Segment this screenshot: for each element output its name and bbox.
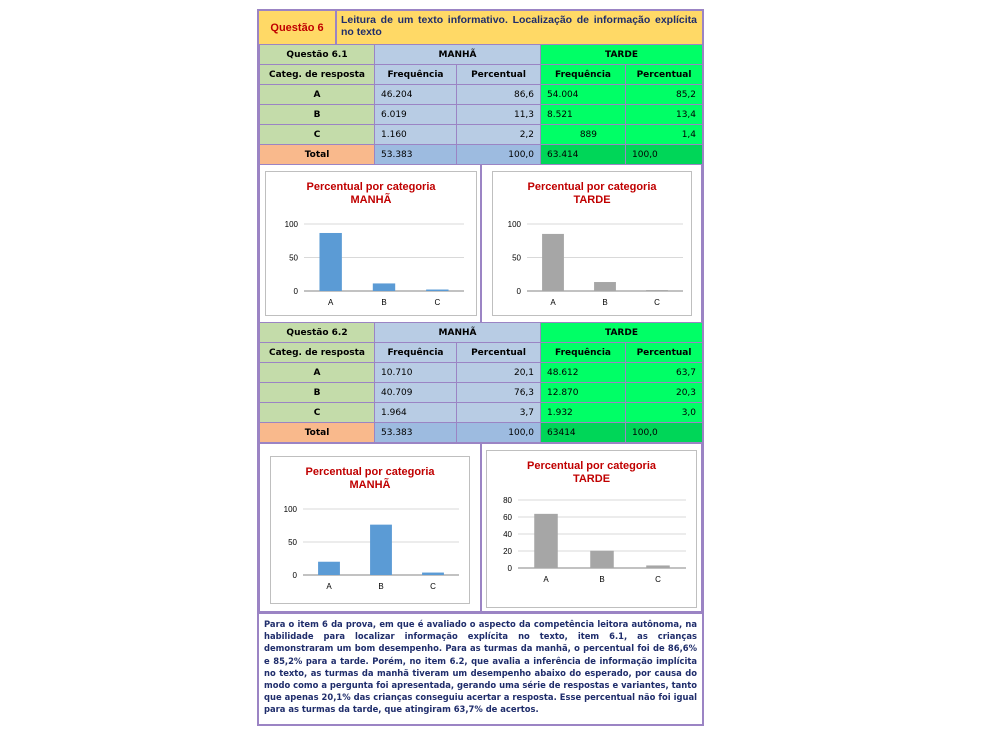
afternoon-frequency-cell: 1.932 xyxy=(541,403,626,423)
y-tick-label: 100 xyxy=(283,505,297,514)
category-cell: C xyxy=(260,125,375,145)
y-tick-label: 80 xyxy=(503,496,512,505)
chart-6-1-morning xyxy=(265,171,477,316)
afternoon-group-header: TARDE xyxy=(541,45,703,65)
bar-b xyxy=(373,283,395,291)
bar-a xyxy=(534,514,558,568)
chart-6-1-afternoon xyxy=(492,171,692,316)
afternoon-percent-cell: 3,0 xyxy=(626,403,703,423)
table-row xyxy=(260,125,703,145)
table-total-row xyxy=(260,423,703,443)
bar-chart-plot xyxy=(266,172,478,317)
chart-cell-6-1-morning xyxy=(259,164,481,323)
morning-total-frequency: 53.383 xyxy=(375,423,457,443)
table-row xyxy=(260,383,703,403)
y-tick-label: 20 xyxy=(503,547,512,556)
afternoon-percent-cell: 13,4 xyxy=(626,105,703,125)
bar-a xyxy=(318,562,340,575)
category-cell: B xyxy=(260,383,375,403)
morning-frequency-header: Frequência xyxy=(375,343,457,363)
table-group-header-row xyxy=(260,323,703,343)
table-column-header-row xyxy=(260,343,703,363)
table-question-label: Questão 6.2 xyxy=(260,323,375,343)
bar-b xyxy=(370,525,392,575)
total-label: Total xyxy=(260,145,375,165)
chart-6-2-afternoon xyxy=(486,450,697,608)
y-tick-label: 0 xyxy=(293,287,298,296)
table-question-6-1 xyxy=(259,44,703,165)
chart-title-line-2: MANHÃ xyxy=(350,194,392,206)
table-total-row xyxy=(260,145,703,165)
total-label: Total xyxy=(260,423,375,443)
morning-percent-cell: 3,7 xyxy=(457,403,541,423)
bar-chart-plot xyxy=(487,451,698,609)
x-tick-label: B xyxy=(602,298,608,307)
x-tick-label: C xyxy=(654,298,660,307)
category-cell: B xyxy=(260,105,375,125)
category-cell: A xyxy=(260,85,375,105)
chart-title-line-1: Percentual por categoria xyxy=(305,466,435,478)
morning-group-header: MANHÃ xyxy=(375,45,541,65)
morning-frequency-cell: 40.709 xyxy=(375,383,457,403)
bar-a xyxy=(319,233,341,291)
question-6-panel xyxy=(257,9,704,726)
morning-total-percent: 100,0 xyxy=(457,145,541,165)
x-tick-label: A xyxy=(327,298,334,307)
analysis-paragraph: Para o item 6 da prova, em que é avaliado o aspecto da competência leitora autônoma, na habilidade para localizar informação explícita no texto, item 6.1, as crianças demonstraram um bom desempenho. Para as turmas da manhã, o percentual foi de 86,6% e 85,2% para a tarde. Porém, no item 6.2, que avalia a inferência de informação implícita no texto, as turmas da manhã tiveram um desempenho abaixo do esperado, por causa do modo como a pergunta foi apresentada, gerando uma série de respostas e variantes, tanto que apenas 20,1% das crianças conseguiu acertar a resposta. Esse percentual não foi igual para as turmas da tarde, que atingiram 63,7% de acertos. xyxy=(259,612,702,724)
afternoon-percent-cell: 1,4 xyxy=(626,125,703,145)
category-cell: C xyxy=(260,403,375,423)
morning-frequency-cell: 46.204 xyxy=(375,85,457,105)
chart-title-line-2: TARDE xyxy=(573,194,611,206)
morning-total-frequency: 53.383 xyxy=(375,145,457,165)
chart-title-line-2: TARDE xyxy=(572,473,611,485)
morning-group-header: MANHÃ xyxy=(375,323,541,343)
chart-cell-6-1-afternoon xyxy=(481,164,702,323)
x-tick-label: A xyxy=(550,298,556,307)
table-column-header-row xyxy=(260,65,703,85)
afternoon-frequency-cell: 48.612 xyxy=(541,363,626,383)
afternoon-total-frequency: 63.414 xyxy=(541,145,626,165)
x-tick-label: C xyxy=(655,575,661,584)
afternoon-frequency-cell: 12.870 xyxy=(541,383,626,403)
morning-percent-header: Percentual xyxy=(457,343,541,363)
afternoon-percent-header: Percentual xyxy=(626,65,703,85)
x-tick-label: C xyxy=(434,298,441,307)
chart-6-2-morning xyxy=(270,456,470,604)
chart-title-line-1: Percentual por categoria xyxy=(527,181,657,193)
y-tick-label: 60 xyxy=(503,513,512,522)
morning-percent-cell: 2,2 xyxy=(457,125,541,145)
question-title: Leitura de um texto informativo. Localização de informação explícita no texto xyxy=(341,14,697,38)
afternoon-total-frequency: 63414 xyxy=(541,423,626,443)
afternoon-frequency-cell: 54.004 xyxy=(541,85,626,105)
bar-c xyxy=(426,290,448,291)
morning-percent-cell: 20,1 xyxy=(457,363,541,383)
morning-percent-cell: 11,3 xyxy=(457,105,541,125)
table-row xyxy=(260,105,703,125)
x-tick-label: A xyxy=(543,575,549,584)
x-tick-label: B xyxy=(378,582,384,591)
chart-title-line-2: MANHÃ xyxy=(349,479,391,491)
chart-title-line-1: Percentual por categoria xyxy=(527,460,656,472)
y-tick-label: 100 xyxy=(284,220,298,229)
x-tick-label: A xyxy=(326,582,332,591)
y-tick-label: 50 xyxy=(512,253,521,263)
morning-frequency-cell: 1.964 xyxy=(375,403,457,423)
morning-frequency-header: Frequência xyxy=(375,65,457,85)
table-row xyxy=(260,363,703,383)
morning-frequency-cell: 1.160 xyxy=(375,125,457,145)
bar-c xyxy=(646,290,668,291)
question-number: Questão 6 xyxy=(259,11,337,44)
y-tick-label: 0 xyxy=(516,287,521,296)
morning-frequency-cell: 10.710 xyxy=(375,363,457,383)
morning-percent-cell: 86,6 xyxy=(457,85,541,105)
bar-chart-plot xyxy=(271,457,471,605)
y-tick-label: 0 xyxy=(507,564,512,573)
table-row xyxy=(260,403,703,423)
morning-percent-header: Percentual xyxy=(457,65,541,85)
chart-cell-6-2-morning xyxy=(259,443,481,612)
category-column-header: Categ. de resposta xyxy=(260,343,375,363)
bar-chart-plot xyxy=(493,172,693,317)
y-tick-label: 40 xyxy=(503,530,512,539)
question-header xyxy=(259,11,702,46)
x-tick-label: C xyxy=(430,582,436,591)
bar-c xyxy=(646,565,670,568)
y-tick-label: 50 xyxy=(289,253,298,263)
afternoon-percent-cell: 85,2 xyxy=(626,85,703,105)
y-tick-label: 50 xyxy=(288,538,297,547)
morning-frequency-cell: 6.019 xyxy=(375,105,457,125)
morning-percent-cell: 76,3 xyxy=(457,383,541,403)
chart-cell-6-2-afternoon xyxy=(481,443,702,612)
y-tick-label: 100 xyxy=(507,220,521,229)
table-row xyxy=(260,85,703,105)
afternoon-total-percent: 100,0 xyxy=(626,423,703,443)
morning-total-percent: 100,0 xyxy=(457,423,541,443)
bar-b xyxy=(594,282,616,291)
bar-b xyxy=(590,551,614,568)
afternoon-frequency-header: Frequência xyxy=(541,65,626,85)
table-question-6-2 xyxy=(259,322,703,443)
afternoon-frequency-cell: 889 xyxy=(541,125,626,145)
afternoon-percent-cell: 63,7 xyxy=(626,363,703,383)
afternoon-frequency-header: Frequência xyxy=(541,343,626,363)
category-cell: A xyxy=(260,363,375,383)
x-tick-label: B xyxy=(599,575,605,584)
category-column-header: Categ. de resposta xyxy=(260,65,375,85)
afternoon-percent-header: Percentual xyxy=(626,343,703,363)
afternoon-total-percent: 100,0 xyxy=(626,145,703,165)
table-question-label: Questão 6.1 xyxy=(260,45,375,65)
bar-c xyxy=(422,573,444,575)
afternoon-percent-cell: 20,3 xyxy=(626,383,703,403)
table-group-header-row xyxy=(260,45,703,65)
afternoon-group-header: TARDE xyxy=(541,323,703,343)
bar-a xyxy=(542,234,564,291)
y-tick-label: 0 xyxy=(292,571,297,580)
afternoon-frequency-cell: 8.521 xyxy=(541,105,626,125)
x-tick-label: B xyxy=(381,298,387,307)
chart-title-line-1: Percentual por categoria xyxy=(306,181,436,193)
